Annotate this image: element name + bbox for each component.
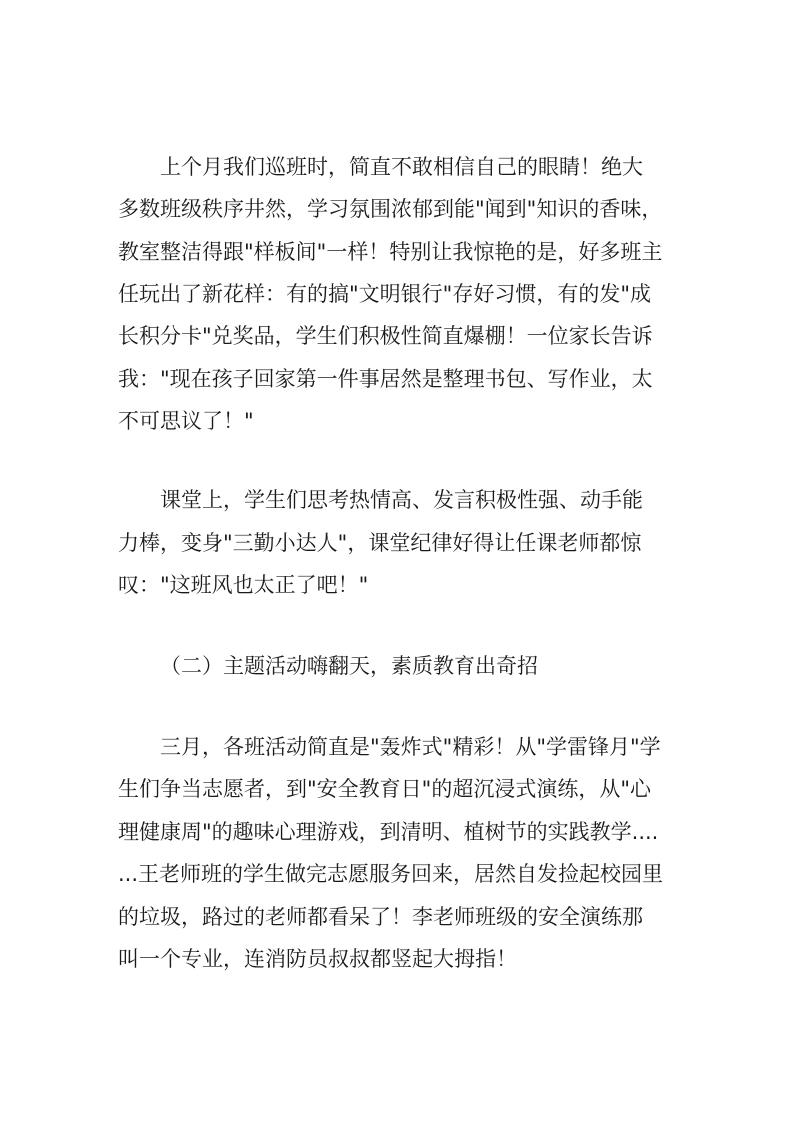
paragraph-1-line-4: 任玩出了新花样：有的搞"文明银行"存好习惯，有的发"成 xyxy=(118,282,651,306)
paragraph-1-line-7: 不可思议了！" xyxy=(118,409,254,433)
paragraph-3-line-6: 叫一个专业，连消防员叔叔都竖起大拇指！ xyxy=(118,947,517,971)
paragraph-3-line-5: 的垃圾，路过的老师都看呆了！李老师班级的安全演练那 xyxy=(118,905,643,929)
paragraph-1-line-1: 上个月我们巡班时，简直不敢相信自己的眼睛！绝大 xyxy=(160,155,643,179)
paragraph-3-line-1: 三月，各班活动简直是"轰炸式"精彩！从"学雷锋月"学 xyxy=(160,735,661,759)
section-heading: （二）主题活动嗨翻天，素质教育出奇招 xyxy=(160,654,538,678)
paragraph-3-line-3: 理健康周"的趣味心理游戏，到清明、植树节的实践教学.... xyxy=(118,820,659,844)
paragraph-3-line-2: 生们争当志愿者，到"安全教育日"的超沉浸式演练，从"心 xyxy=(118,777,651,801)
paragraph-1-line-2: 多数班级秩序井然，学习氛围浓郁到能"闻到"知识的香味， xyxy=(118,197,663,221)
paragraph-2-line-3: 叹："这班风也太正了吧！" xyxy=(118,573,369,597)
paragraph-1-line-6: 我："现在孩子回家第一件事居然是整理书包、写作业，太 xyxy=(118,367,653,391)
paragraph-1-line-5: 长积分卡"兑奖品，学生们积极性简直爆棚！一位家长告诉 xyxy=(118,324,653,348)
paragraph-1-line-3: 教室整洁得跟"样板间"一样！特别让我惊艳的是，好多班主 xyxy=(118,240,663,264)
paragraph-2-line-2: 力棒，变身"三勤小达人"，课堂纪律好得让任课老师都惊 xyxy=(118,531,642,555)
paragraph-3-line-4: ...王老师班的学生做完志愿服务回来，居然自发捡起校园里 xyxy=(118,862,664,886)
paragraph-2-line-1: 课堂上，学生们思考热情高、发言积极性强、动手能 xyxy=(160,488,643,512)
